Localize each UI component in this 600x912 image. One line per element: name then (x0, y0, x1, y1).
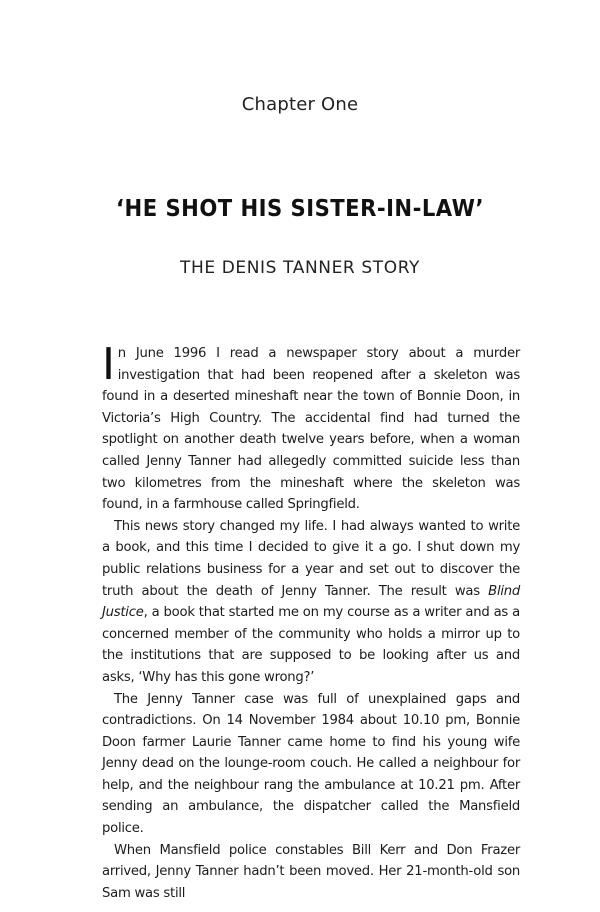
paragraph-1 (102, 339, 520, 516)
drop-cap: I (102, 339, 115, 390)
body-text (102, 339, 520, 904)
chapter-subtitle: THE DENIS TANNER STORY (179, 258, 421, 278)
paragraph-2-text-before: This news story changed my life. I had always wanted to write a book, and this time I decided to give it a go. I shut down my public relations business for a year and set out to discover the truth about the death of Jenny Tanner. The result was (102, 518, 520, 599)
book-title: Blind Justice (102, 583, 520, 621)
paragraph-2-text-after: , a book that started me on my course as a writer and as a concerned member of the community who holds a mirror up to the institutions that are supposed to be looking after us and asks, ‘Why has this gone wrong?’ (102, 605, 520, 685)
chapter-label: Chapter One (241, 94, 359, 115)
paragraph-3: The Jenny Tanner case was full of unexplained gaps and contradictions. On 14 November 1984 about 10.10 pm, Bonnie Doon farmer Laurie Tanner came home to find his young wife Jenny dead on the lounge-room couch. He called a neighbour for help, and the neighbour rang the ambulance at 10.21 pm. After sending an ambulance, the dispatcher called the Mansfield police. (102, 691, 520, 837)
chapter-title: ‘HE SHOT HIS SISTER-IN-LAW’ (116, 196, 484, 222)
paragraph-2 (102, 516, 520, 689)
paragraph-4: When Mansfield police constables Bill Kerr and Don Frazer arrived, Jenny Tanner hadn’t been moved. Her 21-month-old son Sam was still (102, 842, 520, 901)
paragraph-1-text: n June 1996 I read a newspaper story about a murder investigation that had been reopened after a skeleton was found in a deserted mineshaft near the town of Bonnie Doon, in Victoria’s High Country. The accidental find had turned the spotlight on another death twelve years before, when a woman called Jenny Tanner had allegedly committed suicide less than two kilometres from the mineshaft where the skeleton was found, in a farmhouse called Springfield. (102, 346, 520, 513)
